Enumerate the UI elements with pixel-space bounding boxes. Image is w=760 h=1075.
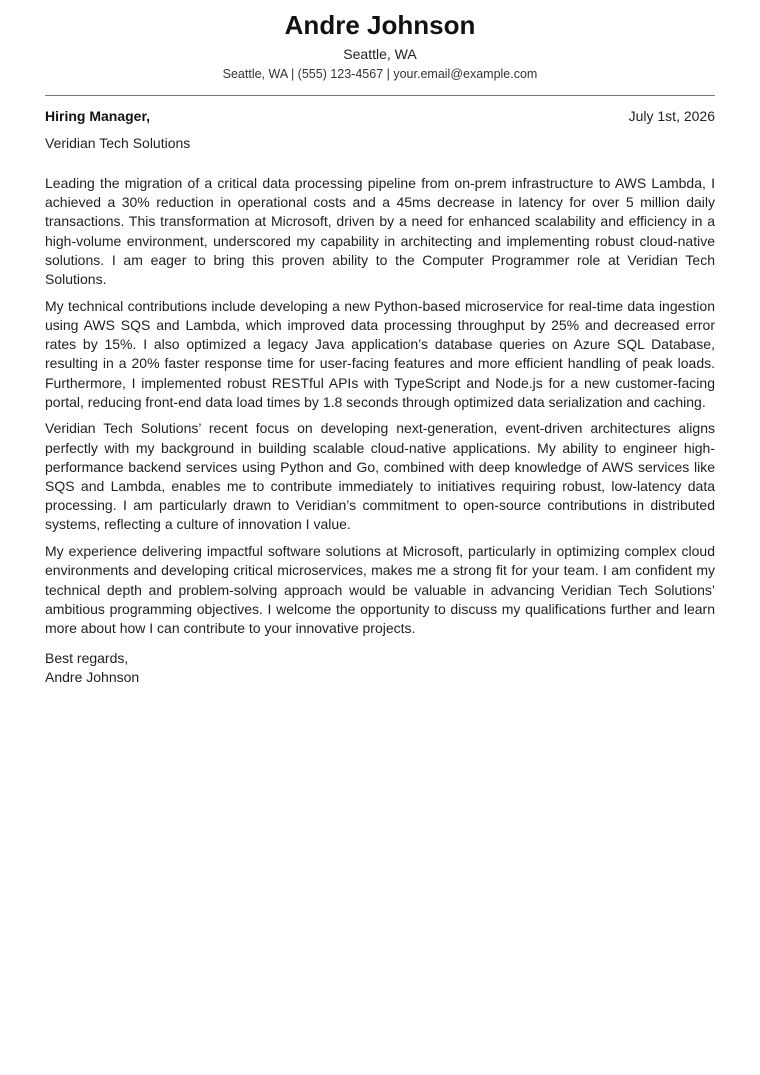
closing-phrase: Best regards, <box>45 650 129 667</box>
letter-closing-block <box>45 649 715 687</box>
sender-name: Andre Johnson <box>284 10 476 40</box>
letter-header <box>45 0 715 83</box>
body-paragraph: My experience delivering impactful software solutions at Microsoft, particularly in optimizing complex cloud environments and developing critical microservices, makes me a strong fit for your team. I am confident my technical depth and problem-solving approach would be valuable in advancing Veridian Tech Solutions’ ambitious programming objectives. I welcome the opportunity to discuss my qualifications further and learn more about how I can contribute to your innovative projects. <box>45 543 715 636</box>
letter-date: July 1st, 2026 <box>628 108 715 124</box>
header-divider <box>45 95 715 96</box>
body-paragraph: My technical contributions include developing a new Python-based microservice for real-time data ingestion using AWS SQS and Lambda, which improved data processing throughput by 25% and decreased error rates by 15%. I also optimized a legacy Java application’s database queries on Azure SQL Database, resulting in a 20% faster response time for user-facing features and more efficient handling of peak loads. Furthermore, I implemented robust RESTful APIs with TypeScript and Node.js for a new customer-facing portal, reducing front-end data load times by 1.8 seconds through optimized data serialization and caching. <box>45 297 715 410</box>
letter-body <box>45 174 715 638</box>
body-paragraph: Leading the migration of a critical data processing pipeline from on-prem infrastructure to AWS Lambda, I achieved a 30% reduction in operational costs and a 45ms decrease in latency for over 5 million daily transactions. This transformation at Microsoft, driven by a need for enhanced scalability and efficiency in a high-volume environment, underscored my capability in architecting and implementing robust cloud-native solutions. I am eager to bring this proven ability to the Computer Programmer role at Veridian Tech Solutions. <box>45 175 715 288</box>
recipient-salutation: Hiring Manager, <box>45 108 151 124</box>
body-paragraph: Veridian Tech Solutions’ recent focus on developing next-generation, event-driven architectures aligns perfectly with my background in building scalable cloud-native applications. My ability to engineer high-performance backend services using Python and Go, combined with deep knowledge of AWS services like SQS and Lambda, enables me to contribute immediately to initiatives requiring robust, low-latency data processing. I am particularly drawn to Veridian’s commitment to open-source contributions in distributed systems, reflecting a culture of innovation I value. <box>45 420 715 533</box>
sender-contact-line: Seattle, WA | (555) 123-4567 | your.email@example.com <box>222 67 538 81</box>
sender-location: Seattle, WA <box>343 46 417 62</box>
recipient-date-row <box>45 106 715 126</box>
recipient-company: Veridian Tech Solutions <box>45 135 191 151</box>
signature-name: Andre Johnson <box>45 669 140 686</box>
